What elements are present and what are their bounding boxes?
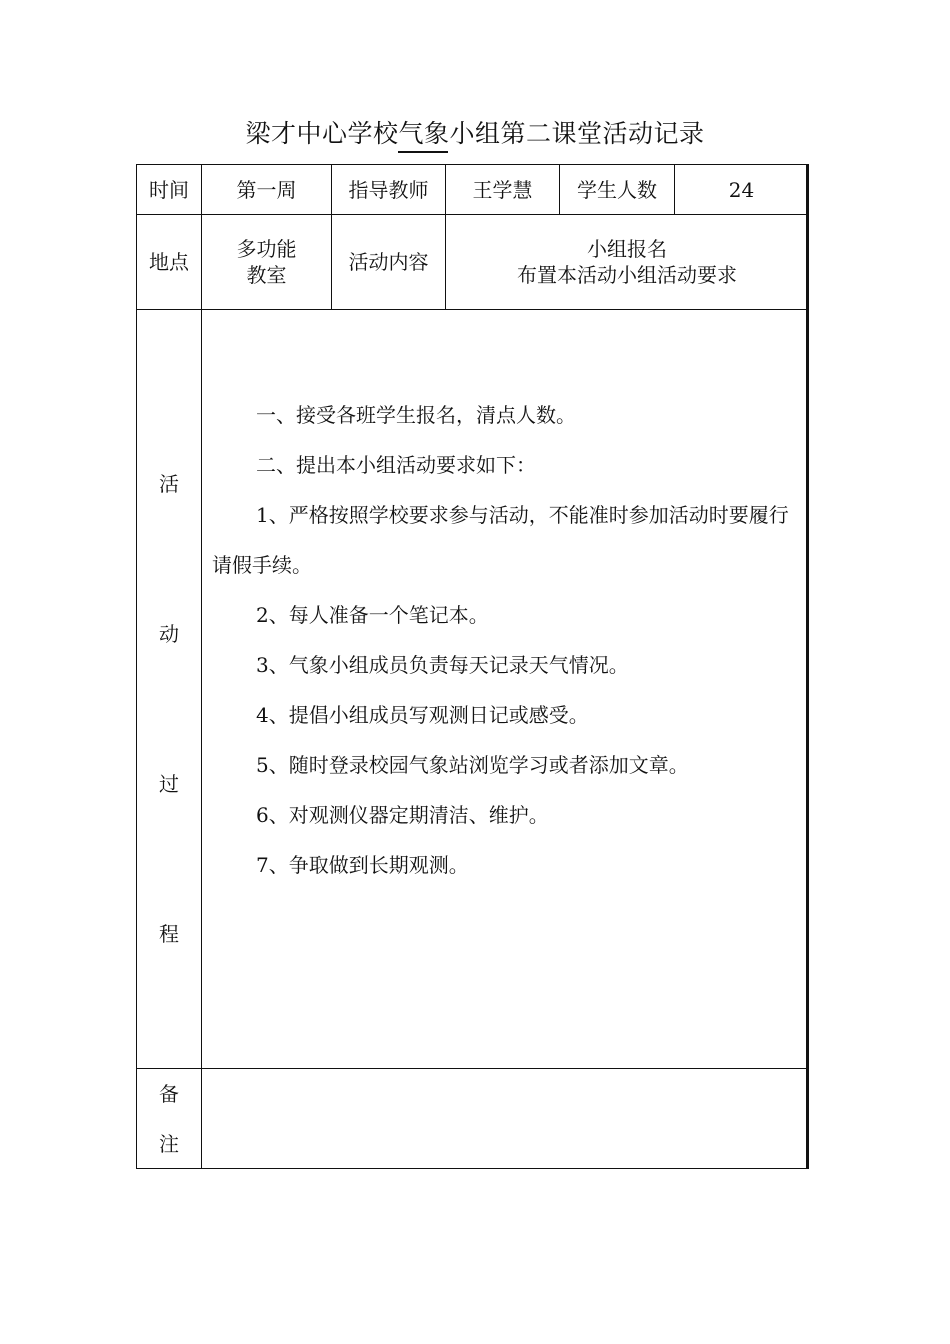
title-underline [398, 151, 448, 153]
process-label-char-4: 程 [159, 922, 179, 946]
process-label-char-3: 过 [159, 772, 179, 796]
process-label-char-1: 活 [159, 472, 179, 496]
students-value: 24 [675, 165, 809, 215]
process-paragraph-6: 4、提倡小组成员写观测日记或感受。 [256, 703, 589, 727]
row-process [137, 310, 809, 1069]
process-paragraph-1: 一、接受各班学生报名，清点人数。 [256, 403, 576, 427]
process-paragraph-4: 2、每人准备一个笔记本。 [256, 603, 489, 627]
place-value-line2: 教室 [246, 263, 287, 287]
remarks-label-char-2: 注 [159, 1131, 179, 1156]
activity-record-table [136, 164, 809, 1169]
content-label: 活动内容 [332, 215, 446, 310]
table-right-edge [806, 164, 809, 1168]
process-paragraph-7: 5、随时登录校园气象站浏览学习或者添加文章。 [256, 753, 689, 777]
remarks-label-char-1: 备 [159, 1081, 179, 1106]
page-title: 梁才中心学校气象小组第二课堂活动记录 [245, 119, 705, 148]
row-remarks [137, 1069, 809, 1169]
time-value: 第一周 [202, 165, 332, 215]
process-paragraph-8: 6、对观测仪器定期清洁、维护。 [256, 803, 549, 827]
remarks-value [202, 1069, 809, 1169]
content-value [446, 215, 809, 310]
process-paragraph-9: 7、争取做到长期观测。 [256, 853, 469, 877]
students-label: 学生人数 [560, 165, 675, 215]
process-label-char-2: 动 [159, 622, 179, 646]
teacher-value: 王学慧 [446, 165, 560, 215]
place-label: 地点 [137, 215, 202, 310]
content-line2: 布置本活动小组活动要求 [517, 263, 737, 287]
process-paragraph-3: 1、严格按照学校要求参与活动，不能准时参加活动时要履行请假手续。 [212, 503, 789, 577]
process-paragraph-2: 二、提出本小组活动要求如下： [256, 453, 536, 477]
content-line1: 小组报名 [587, 237, 667, 261]
place-value [202, 215, 332, 310]
time-label: 时间 [137, 165, 202, 215]
process-content [202, 310, 809, 1069]
teacher-label: 指导教师 [332, 165, 446, 215]
row-place [137, 215, 809, 310]
process-paragraph-5: 3、气象小组成员负责每天记录天气情况。 [256, 653, 629, 677]
process-label [137, 310, 202, 1069]
row-time [137, 165, 809, 215]
remarks-label [137, 1069, 202, 1169]
place-value-line1: 多功能 [236, 237, 297, 261]
